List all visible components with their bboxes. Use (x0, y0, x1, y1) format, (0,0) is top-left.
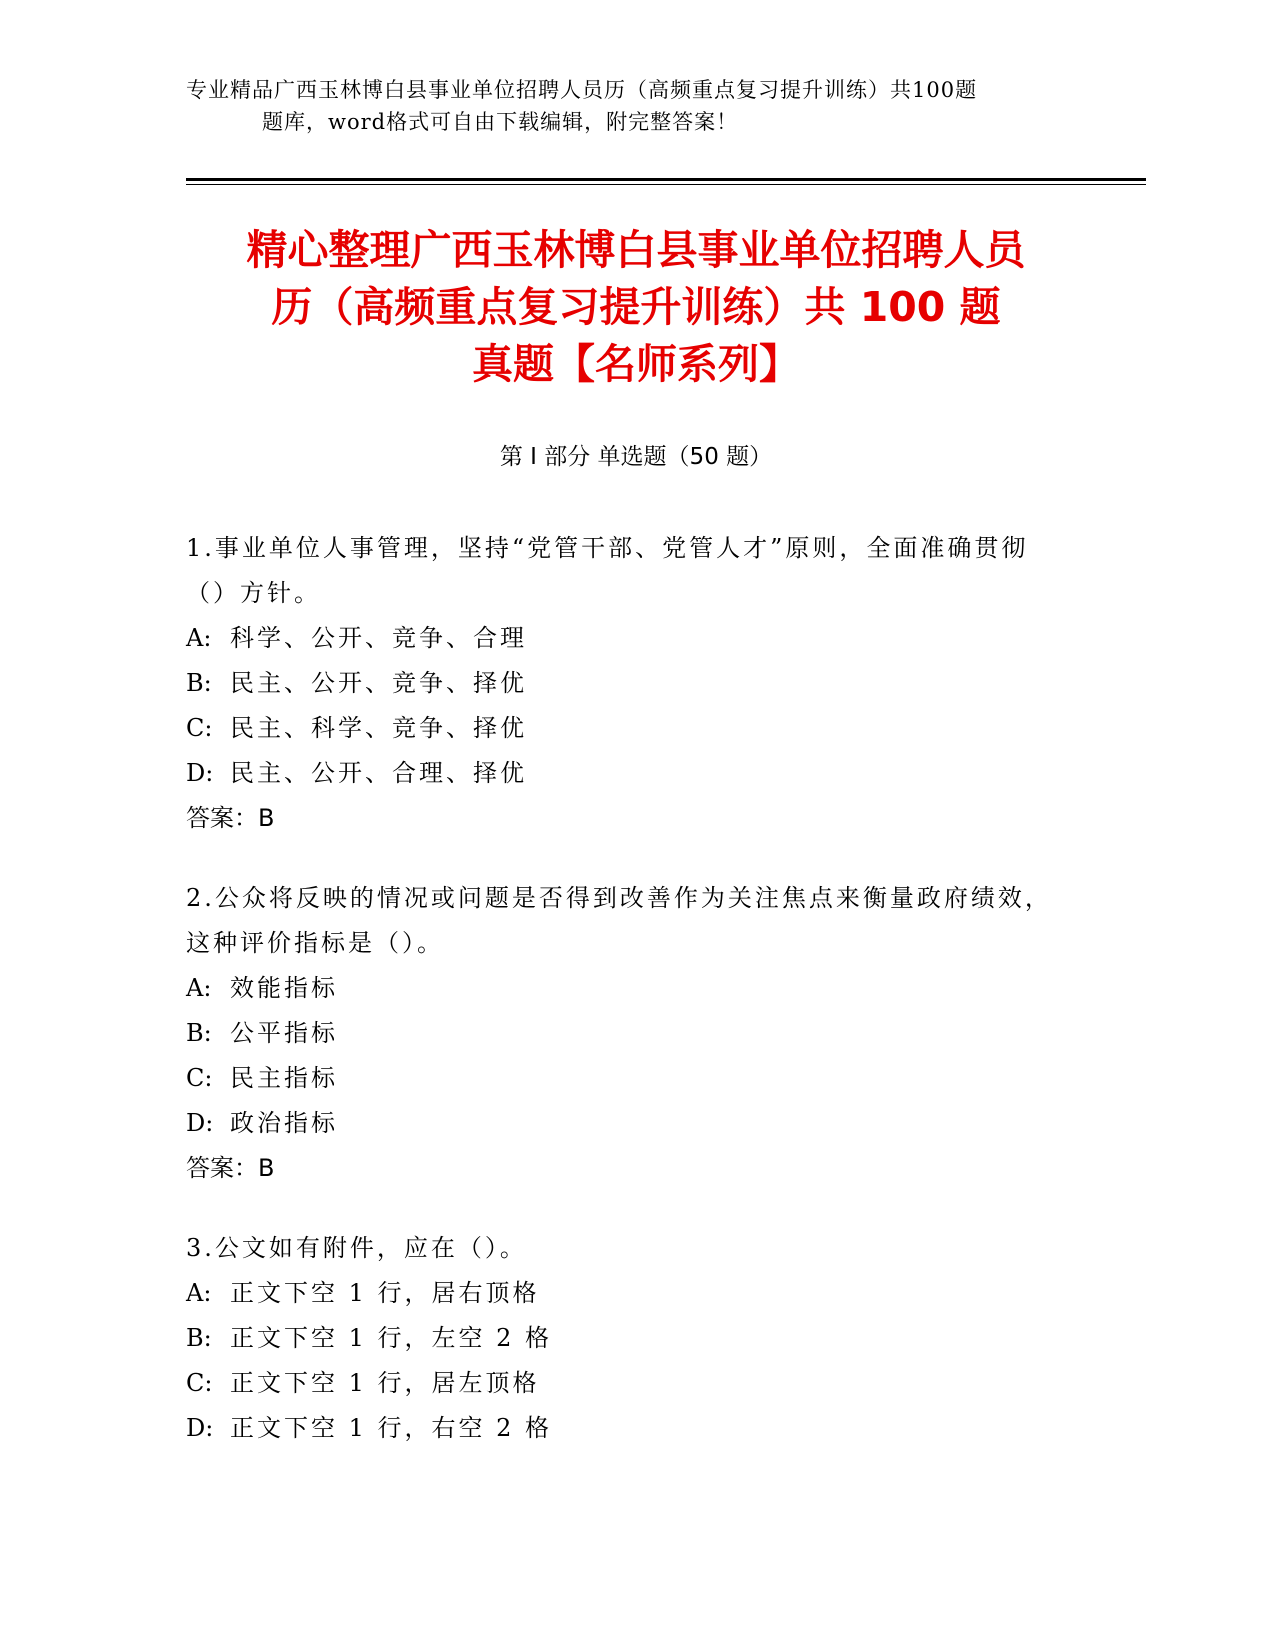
option-c (186, 1056, 1066, 1101)
option-key: D: (186, 1414, 214, 1442)
option-text: 正文下空 1 行，居左顶格 (230, 1369, 540, 1397)
option-key: A: (186, 974, 212, 1002)
title-line-1: 精心整理广西玉林博白县事业单位招聘人员 (246, 226, 1026, 274)
option-a (186, 616, 1066, 661)
header-rule-thin (186, 184, 1146, 185)
title-line-2: 历（高频重点复习提升训练）共 100 题 (271, 283, 1001, 331)
option-d (186, 1101, 1066, 1146)
header-rule-thick (186, 178, 1146, 181)
title-line-3: 真题【名师系列】 (472, 340, 800, 388)
option-text: 民主、科学、竞争、择优 (230, 714, 527, 742)
header-line-2: 题库，word格式可自由下载编辑，附完整答案！ (262, 110, 739, 134)
option-text: 正文下空 1 行，左空 2 格 (230, 1324, 553, 1352)
option-text: 效能指标 (230, 974, 338, 1002)
option-key: B: (186, 1019, 212, 1047)
option-text: 政治指标 (230, 1109, 338, 1137)
question-text: 1.事业单位人事管理，坚持“党管干部、党管人才”原则，全面准确贯彻（）方针。 (186, 534, 1029, 607)
header-line-1: 专业精品广西玉林博白县事业单位招聘人员历（高频重点复习提升训练）共100题 (186, 78, 978, 102)
option-text: 正文下空 1 行，右空 2 格 (230, 1414, 553, 1442)
option-text: 科学、公开、竞争、合理 (230, 624, 527, 652)
option-d (186, 751, 1066, 796)
option-b (186, 1316, 1066, 1361)
option-d (186, 1406, 1066, 1451)
question-text: 2.公众将反映的情况或问题是否得到改善作为关注焦点来衡量政府绩效，这种评价指标是（）。 (186, 884, 1052, 957)
section-title: 第 I 部分 单选题（50 题） (499, 444, 773, 470)
option-key: D: (186, 1109, 214, 1137)
question-list (186, 526, 1066, 1486)
document-title (186, 222, 1086, 393)
question-1 (186, 526, 1066, 841)
option-key: D: (186, 759, 214, 787)
option-key: C: (186, 714, 213, 742)
question-text: 3.公文如有附件，应在（）。 (186, 1234, 527, 1262)
option-key: A: (186, 1279, 212, 1307)
question-2 (186, 876, 1066, 1191)
question-3 (186, 1226, 1066, 1451)
option-a (186, 966, 1066, 1011)
option-b (186, 1011, 1066, 1056)
option-text: 民主指标 (230, 1064, 338, 1092)
option-key: A: (186, 624, 212, 652)
option-text: 民主、公开、合理、择优 (230, 759, 527, 787)
option-key: C: (186, 1064, 213, 1092)
option-key: B: (186, 669, 212, 697)
option-text: 正文下空 1 行，居右顶格 (230, 1279, 540, 1307)
answer: 答案：B (186, 804, 275, 832)
option-key: C: (186, 1369, 213, 1397)
option-key: B: (186, 1324, 212, 1352)
option-c (186, 1361, 1066, 1406)
answer: 答案：B (186, 1154, 275, 1182)
option-text: 公平指标 (230, 1019, 338, 1047)
option-b (186, 661, 1066, 706)
option-text: 民主、公开、竞争、择优 (230, 669, 527, 697)
option-a (186, 1271, 1066, 1316)
option-c (186, 706, 1066, 751)
